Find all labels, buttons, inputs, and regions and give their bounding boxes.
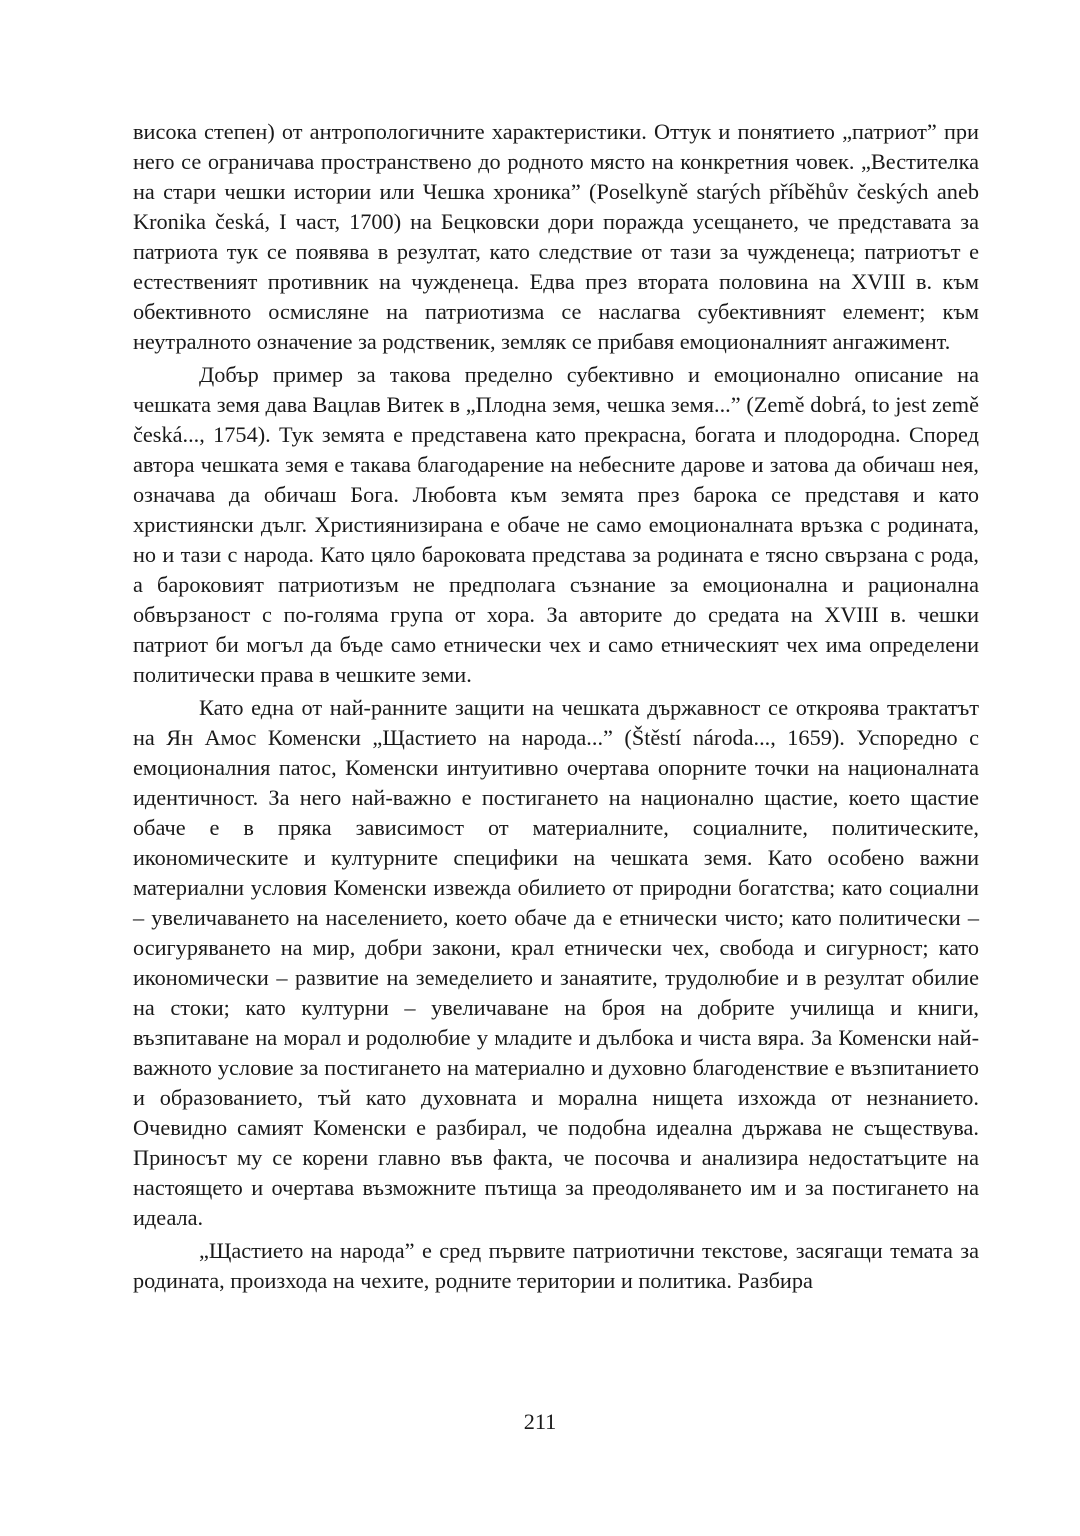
paragraph-2: Добър пример за такова пределно субективно и емоционално описание на чешката земя дава Вацлав Витек в „Плодна земя, чешка земя...” (Země dobrá, to jest země česká..., 1754). Тук земята е представена като прекрасна, богата и плодородна. Според автора чешката земя е такава благодарение на небесните дарове и затова да обичаш нея, означава да обичаш Бога. Любовта към земята през барока се представя и като християнски дълг. Християнизирана е обаче не само емоционалната връзка с родината, но и тази с народа. Като цяло бароковата представа за родината е тясно свързана с рода, а бароковият патриотизъм не предполага съзнание за емоционална и рационална обвързаност с по-голяма група от хора. За авторите до средата на XVIII в. чешки патриот би могъл да бъде само етнически чех и само етническият чех има определени политически права в чешките земи. [133, 362, 979, 687]
paragraph-3: Като една от най-ранните защити на чешката държавност се откроява трактатът на Ян Амос Коменски „Щастието на народа...” (Štěstí národa..., 1659). Успоредно с емоционалния патос, Коменски интуитивно очертава опорните точки на националната идентичност. За него най-важно е постигането на национално щастие, което щастие обаче е в пряка зависимост от материалните, социалните, политическите, икономическите и културните специфики на чешката земя. Като особено важни материални условия Коменски извежда обилието от природни богатства; като социални – увеличаването на населението, което обаче да е етнически чисто; като политически – осигуряването на мир, добри закони, крал етнически чех, свобода и сигурност; като икономически – развитие на земеделието и занаятите, трудолюбие и в резултат обилие на стоки; като културни – увеличаване на броя на добрите училища и книги, възпитаване на морал и родолюбие у младите и дълбока и чиста вяра. За Коменски най-важното условие за постигането на материално и духовно благоденствие е възпитанието и образованието, тъй като духовната и морална нищета изхожда от незнанието. Очевидно самият Коменски е разбирал, че подобна идеална държава не съществува. Приносът му се корени главно във факта, че посочва и анализира недостатъците на настоящето и очертава възможните пътища за преодоляването им и за постигането на идеала. [133, 695, 979, 1230]
page-number: 211 [523, 1409, 557, 1434]
paragraph-4: „Щастието на народа” е сред първите патриотични текстове, засягащи темата за родината, произхода на чехите, родните територии и политика. Разбира [133, 1238, 979, 1293]
body-text [133, 117, 979, 1299]
paragraph-1: висока степен) от антропологичните характеристики. Оттук и понятието „патриот” при него се ограничава пространствено до родното място на конкретния човек. „Вестителка на стари чешки истории или Чешка хроника” (Poselkyně starých příběhův českých aneb Kronika česká, I част, 1700) на Бецковски дори поражда усещането, че представата за патриота тук се появява в резултат, като следствие от тази за чужденеца; патриотът е естественият противник на чужденеца. Едва през втората половина на XVIII в. към обективното осмисляне на патриотизма се наслагва субективният елемент; към неутралното означение за родственик, земляк се прибавя емоционалният ангажимент. [133, 119, 979, 354]
